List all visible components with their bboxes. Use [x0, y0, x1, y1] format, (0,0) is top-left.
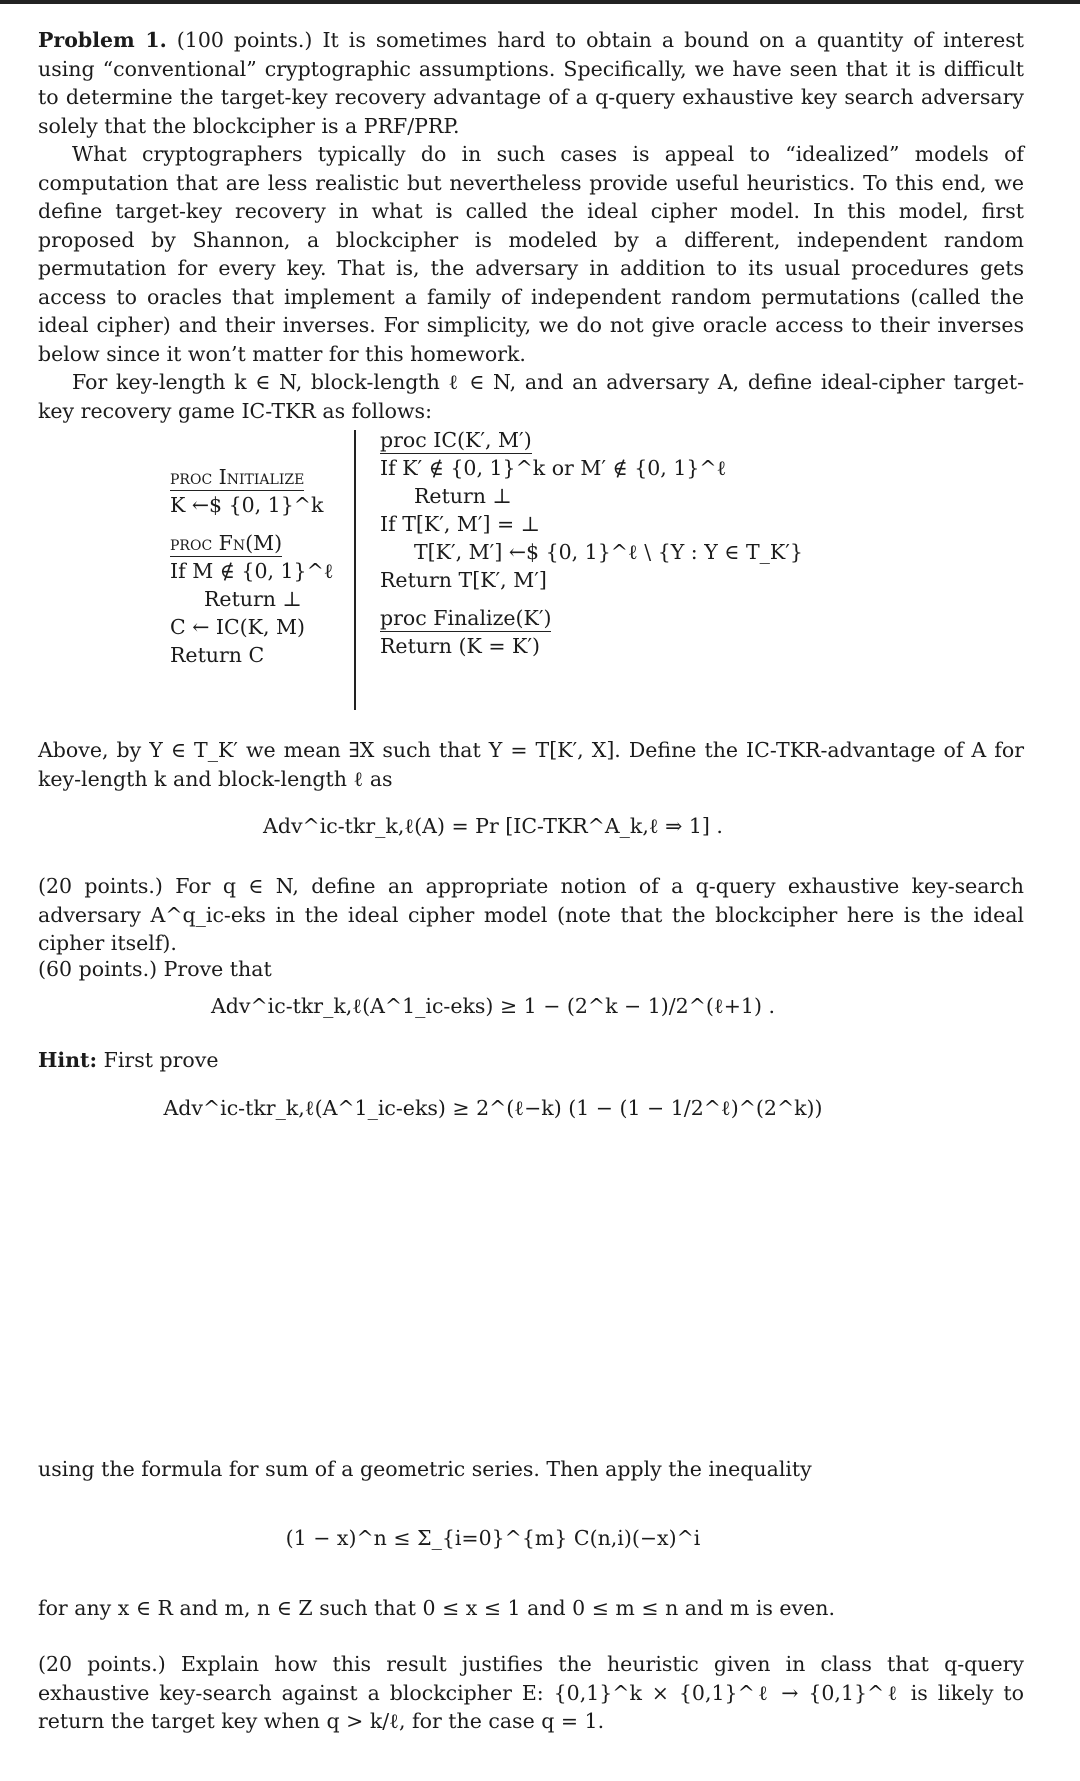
paragraph-1-text: It is sometimes hard to obtain a bound on a quantity of interest using “conventional” cryptographic assumptions. Specifically, we have seen that it is difficult to determine the target-key recovery advantage of a q-query exhaustive key search adversary solely that the blockcipher is a PRF/PRP.: [38, 28, 1024, 138]
finalize-line-1: Return (K = K′): [380, 634, 541, 658]
part-2-points: (60 points.): [38, 957, 158, 981]
geometric-text-block: [38, 1455, 1024, 1484]
ic-line-4: T[K′, M′] ←$ {0, 1}^ℓ \ {Y : Y ∈ T_K′}: [414, 540, 803, 564]
part-3-points: (20 points.): [38, 1652, 166, 1676]
proc-ic-header: proc IC(K′, M′): [380, 428, 532, 452]
paragraph-4: Above, by Y ∈ T_K′ we mean ∃X such that Y = T[K′, X]. Define the IC-TKR-advantage of A for key-length k and block-length ℓ as: [38, 738, 1024, 791]
problem-title: Problem 1.: [38, 28, 167, 52]
part-1-points: (20 points.): [38, 874, 163, 898]
proc-finalize-header: proc Finalize(K′): [380, 606, 552, 630]
ic-line-5: Return T[K′, M′]: [380, 568, 547, 592]
column-divider: [354, 430, 356, 710]
part-2: [38, 955, 1024, 984]
fn-line-2: Return ⊥: [204, 587, 302, 611]
advantage-definition: Adv^ic-tkr_k,ℓ(A) = Pr [IC-TKR^A_k,ℓ ⇒ 1] .: [263, 814, 723, 838]
hint-formula: Adv^ic-tkr_k,ℓ(A^1_ic-eks) ≥ 2^(ℓ−k) (1 − (1 − 1/2^ℓ)^(2^k)): [163, 1096, 823, 1120]
part-2-text: Prove that: [163, 957, 272, 981]
hint-text: First prove: [103, 1048, 219, 1072]
top-border: [0, 0, 1080, 4]
ic-line-2: Return ⊥: [414, 484, 512, 508]
proc-initialize-header: proc Initialize: [170, 465, 305, 489]
geometric-series-text: using the formula for sum of a geometric series. Then apply the inequality: [38, 1457, 812, 1481]
fn-line-4: Return C: [170, 643, 265, 667]
problem-points: (100 points.): [176, 28, 313, 52]
ic-line-1: If K′ ∉ {0, 1}^k or M′ ∉ {0, 1}^ℓ: [380, 456, 727, 480]
after-figure-text: [38, 736, 1024, 793]
part-1-text: For q ∈ N, define an appropriate notion of a q-query exhaustive key-search adversary A^q_ic-eks in the ideal cipher model (note that the blockcipher here is the ideal cipher itself).: [38, 874, 1024, 955]
ic-line-3: If T[K′, M′] = ⊥: [380, 512, 541, 536]
hint-label: Hint:: [38, 1048, 98, 1072]
paragraph-3: For key-length k ∈ N, block-length ℓ ∈ N, and an adversary A, define ideal-cipher target-key recovery game IC-TKR as follows:: [38, 370, 1024, 423]
claim-formula: Adv^ic-tkr_k,ℓ(A^1_ic-eks) ≥ 1 − (2^k − 1)/2^(ℓ+1) .: [211, 994, 775, 1018]
fn-line-3: C ← IC(K, M): [170, 615, 306, 639]
binomial-inequality: (1 − x)^n ≤ Σ_{i=0}^{m} C(n,i)(−x)^i: [285, 1526, 701, 1550]
hint: [38, 1046, 1024, 1075]
pseudocode-right-column: [380, 426, 940, 660]
part-1: [38, 872, 1024, 958]
pseudocode-left-column: [170, 463, 370, 669]
part-3-text: Explain how this result justifies the heuristic given in class that q-query exhaustive key-search against a blockcipher E: {0,1}^k × {0,1}^ℓ → {0,1}^ℓ is likely to return the target key when q > k/ℓ, for the case q = 1.: [38, 1652, 1024, 1733]
initialize-line-1: K ←$ {0, 1}^k: [170, 493, 324, 517]
paragraph-2: What cryptographers typically do in such cases is appeal to “idealized” models of computation that are less realistic but nevertheless provide useful heuristics. To this end, we define target-key recovery in what is called the ideal cipher model. In this model, first proposed by Shannon, a blockcipher is modeled by a different, independent random permutation for every key. That is, the adversary in addition to its usual procedures gets access to oracles that implement a family of independent random permutations (called the ideal cipher) and their inverses. For simplicity, we do not give oracle access to their inverses below since it won’t matter for this homework.: [38, 142, 1024, 366]
condition-block: [38, 1594, 1024, 1623]
part-3: [38, 1650, 1024, 1736]
problem-document: [38, 26, 1024, 425]
pseudocode-figure: [0, 408, 986, 714]
fn-line-1: If M ∉ {0, 1}^ℓ: [170, 559, 334, 583]
intro-paragraph: [38, 26, 1024, 140]
condition-text: for any x ∈ R and m, n ∈ Z such that 0 ≤ x ≤ 1 and 0 ≤ m ≤ n and m is even.: [38, 1596, 835, 1620]
proc-fn-header: proc Fn(M): [170, 531, 283, 555]
